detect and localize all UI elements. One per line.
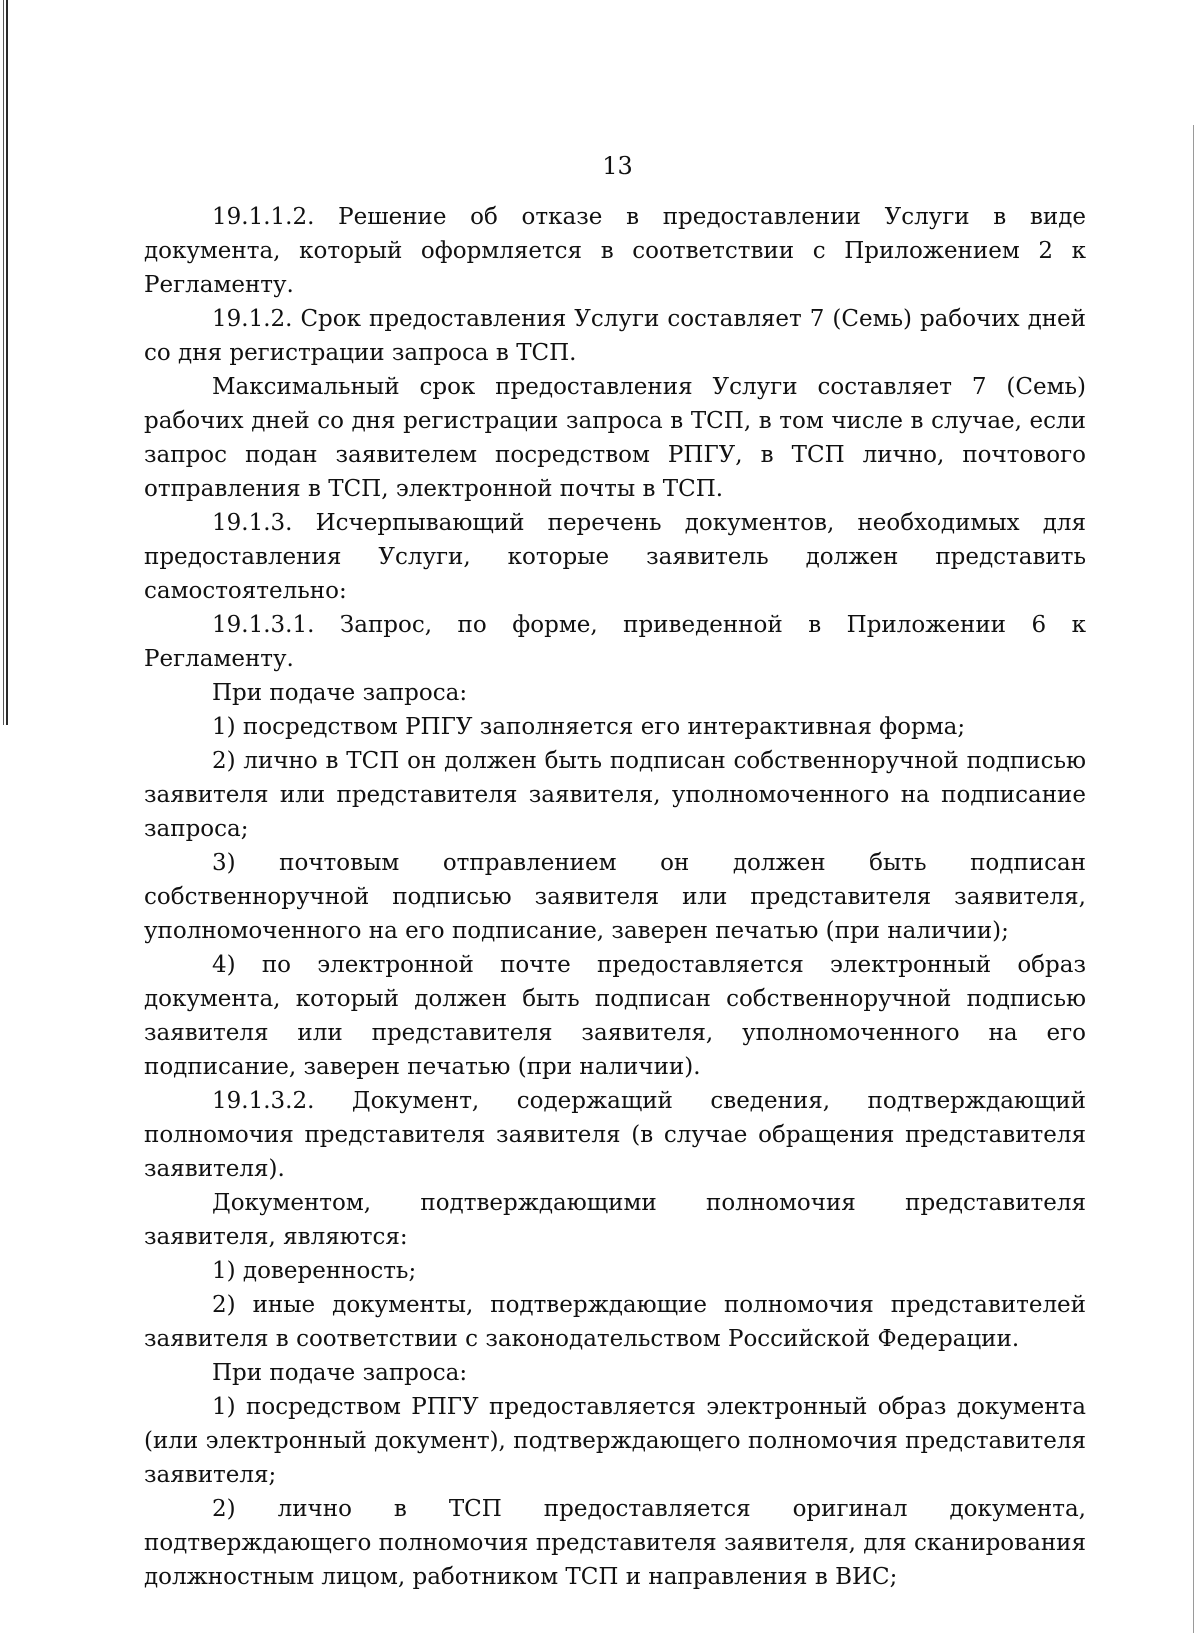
list-item-3-post: 3) почтовым отправлением он должен быть подписан собственноручной подписью заявителя или представителя заявителя, уполномоченного на его подписание, заверен печатью (при наличии); — [144, 850, 1086, 944]
list-item-2-in-person: 2) лично в ТСП он должен быть подписан собственноручной подписью заявителя или представителя заявителя, уполномоченного на подписание запроса; — [144, 748, 1086, 842]
paragraph-authority-docs: Документом, подтверждающими полномочия представителя заявителя, являются: — [144, 1190, 1086, 1250]
paragraph-19-1-3-1: 19.1.3.1. Запрос, по форме, приведенной в Приложении 6 к Регламенту. — [144, 612, 1086, 672]
list-item-power-of-attorney: 1) доверенность; — [212, 1258, 417, 1284]
paragraph-max-term: Максимальный срок предоставления Услуги составляет 7 (Семь) рабочих дней со дня регистрации запроса в ТСП, в том числе в случае, если запрос подан заявителем посредством РПГУ, в ТСП лично, почтового отправления в ТСП, электронной почты в ТСП. — [144, 374, 1086, 502]
paragraph-19-1-3: 19.1.3. Исчерпывающий перечень документов, необходимых для предоставления Услуги, которые заявитель должен представить самостоятельно: — [144, 510, 1086, 604]
list-item-1-rpgu: 1) посредством РПГУ заполняется его интерактивная форма; — [212, 714, 966, 740]
paragraph-submission-intro: При подаче запроса: — [212, 680, 468, 706]
scan-border-left — [6, 0, 8, 725]
scan-border-right — [1193, 125, 1194, 1633]
document-body — [144, 200, 1086, 1594]
list-item-other-docs: 2) иные документы, подтверждающие полномочия представителей заявителя в соответствии с законодательством Российской Федерации. — [144, 1292, 1086, 1352]
list-item-2-in-person-original: 2) лично в ТСП предоставляется оригинал документа, подтверждающего полномочия представителя заявителя, для сканирования должностным лицом, работником ТСП и направления в ВИС; — [144, 1496, 1086, 1590]
paragraph-19-1-2: 19.1.2. Срок предоставления Услуги составляет 7 (Семь) рабочих дней со дня регистрации запроса в ТСП. — [144, 306, 1086, 366]
paragraph-19-1-3-2: 19.1.3.2. Документ, содержащий сведения, подтверждающий полномочия представителя заявителя (в случае обращения представителя заявителя). — [144, 1088, 1086, 1182]
list-item-1-rpgu-representative: 1) посредством РПГУ предоставляется электронный образ документа (или электронный документ), подтверждающего полномочия представителя заявителя; — [144, 1394, 1086, 1488]
list-item-4-email: 4) по электронной почте предоставляется электронный образ документа, который должен быть подписан собственноручной подписью заявителя или представителя заявителя, уполномоченного на его подписание, заверен печатью (при наличии). — [144, 952, 1086, 1080]
page-number: 13 — [602, 152, 633, 180]
paragraph-submission-intro-2: При подаче запроса: — [212, 1360, 468, 1386]
paragraph-19-1-1-2: 19.1.1.2. Решение об отказе в предоставлении Услуги в виде документа, который оформляется в соответствии с Приложением 2 к Регламенту. — [144, 204, 1086, 298]
scan-border-left-thin — [3, 0, 4, 725]
